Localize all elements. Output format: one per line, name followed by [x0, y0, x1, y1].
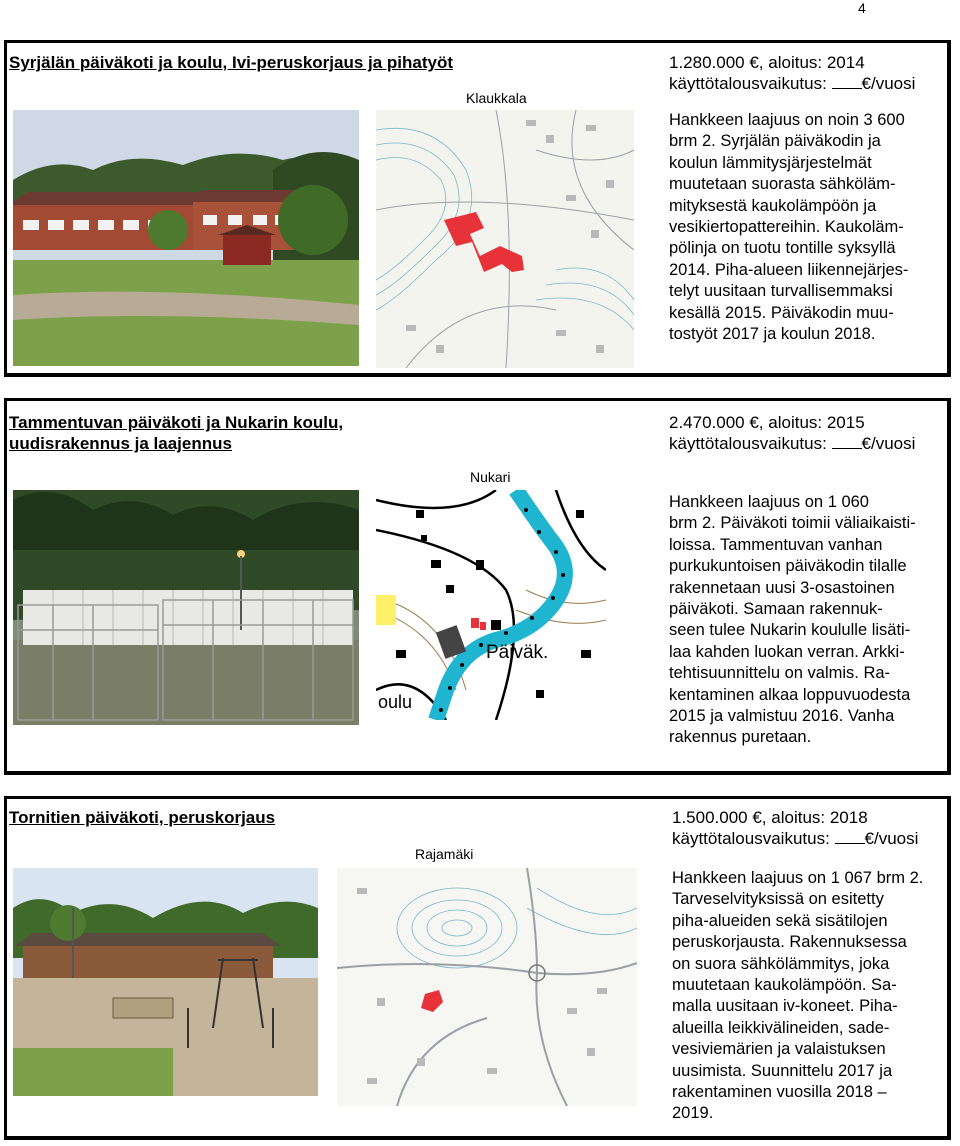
project-title: [9, 807, 275, 828]
blank-field: [832, 433, 862, 449]
page-number: 4: [858, 0, 866, 16]
project-title-line: Tornitien päiväkoti, peruskorjaus: [9, 808, 276, 827]
description-line: loissa. Tammentuvan vanhan: [669, 535, 883, 554]
project-cost: [669, 412, 915, 454]
map-text-koulu: oulu: [378, 692, 413, 712]
description-line: 2015 ja valmistuu 2016. Vanha: [669, 707, 895, 726]
description-line: muutetaan kaukolämpöön. Sa-: [672, 976, 897, 995]
cost-line: 1.280.000 €, aloitus: 2014: [669, 53, 865, 72]
description-line: mityksestä kaukolämpöön ja: [669, 196, 877, 215]
description-line: Tarveselvityksissä on esitetty: [672, 890, 884, 909]
operating-effect-line: käyttötalousvaikutus: €/vuosi: [669, 434, 916, 453]
description-line: alueilla leikkivälineiden, sade-: [672, 1018, 890, 1037]
construction-photo: [13, 490, 359, 725]
description-line: rakennus puretaan.: [669, 728, 812, 747]
description-line: rakennetaan uusi 3-osastoinen: [669, 578, 895, 597]
description-line: kentaminen alkaa loppuvuodesta: [669, 685, 911, 704]
project-title-line: Tammentuvan päiväkoti ja Nukarin koulu,: [9, 413, 344, 432]
map-text-paivak: Päiväk.: [486, 642, 549, 663]
location-map: [337, 868, 637, 1106]
map-place-label: Nukari: [470, 469, 511, 485]
cost-line: 1.500.000 €, aloitus: 2018: [672, 808, 868, 827]
location-map: [376, 490, 606, 720]
project-title-line: uudisrakennus ja laajennus: [9, 434, 232, 453]
description-line: 2019.: [672, 1104, 714, 1123]
description-line: purkukuntoisen päiväkodin tilalle: [669, 557, 907, 576]
description-line: uusimista. Suunnittelu 2017 ja: [672, 1061, 893, 1080]
description-line: rakentaminen vuosilla 2018 –: [672, 1083, 887, 1102]
project-cost: [672, 807, 918, 849]
description-line: Hankkeen laajuus on noin 3 600: [669, 111, 905, 129]
description-line: Hankkeen laajuus on 1 060: [669, 493, 869, 511]
daycare-photo: [13, 868, 318, 1096]
description-line: Hankkeen laajuus on 1 067 brm 2.: [672, 869, 924, 887]
blank-field: [835, 828, 865, 844]
map-place-label: Klaukkala: [466, 90, 527, 106]
description-line: laa kahden luokan verran. Arkki-: [669, 642, 905, 661]
project-description: [669, 110, 908, 345]
project-description: [672, 868, 923, 1125]
description-line: piha-alueiden sekä sisätilojen: [672, 911, 888, 930]
map-place-label: Rajamäki: [415, 846, 474, 862]
location-map: [376, 110, 634, 368]
description-line: pölinja on tuotu tontille syksyllä: [669, 239, 896, 258]
cost-line: 2.470.000 €, aloitus: 2015: [669, 413, 865, 432]
description-line: peruskorjausta. Rakennuksessa: [672, 933, 907, 952]
description-line: tehtisuunnittelu on valmis. Ra-: [669, 664, 891, 683]
description-line: seen tulee Nukarin koululle lisäti-: [669, 621, 911, 640]
description-line: vesikiertopattereihin. Kaukoläm-: [669, 218, 904, 237]
description-line: brm 2. Päiväkoti toimii väliaikaisti-: [669, 514, 916, 533]
project-title: [9, 52, 453, 73]
description-line: päiväkoti. Samaan rakennuk-: [669, 600, 883, 619]
description-line: brm 2. Syrjälän päiväkodin ja: [669, 132, 881, 151]
description-line: 2014. Piha-alueen liikennejärjes-: [669, 260, 909, 279]
description-line: telyt uusitaan turvallisemmaksi: [669, 282, 893, 301]
description-line: muutetaan suorasta sähköläm-: [669, 175, 896, 194]
operating-effect-line: käyttötalousvaikutus: €/vuosi: [672, 829, 919, 848]
project-title-line: Syrjälän päiväkoti ja koulu, Ivi-peruskorjaus ja pihatyöt: [9, 53, 454, 72]
blank-field: [832, 73, 862, 89]
description-line: tostyöt 2017 ja koulun 2018.: [669, 325, 876, 344]
building-photo: [13, 110, 359, 366]
description-line: vesiviemärien ja valaistuksen: [672, 1040, 886, 1059]
description-line: malla uusitaan iv-koneet. Piha-: [672, 997, 898, 1016]
operating-effect-line: käyttötalousvaikutus: €/vuosi: [669, 74, 916, 93]
description-line: on suora sähkölämmitys, joka: [672, 954, 890, 973]
project-title: [9, 412, 343, 454]
description-line: koulun lämmitysjärjestelmät: [669, 153, 872, 172]
project-description: [669, 492, 916, 749]
description-line: kesällä 2015. Päiväkodin muu-: [669, 303, 894, 322]
project-cost: [669, 52, 915, 94]
